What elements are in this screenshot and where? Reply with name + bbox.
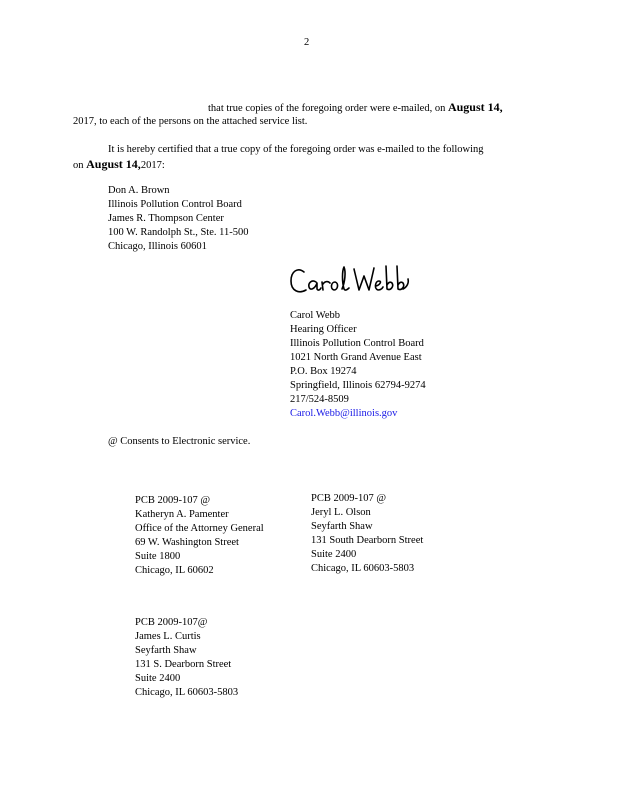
page-number: 2 — [304, 37, 310, 48]
service-entry-line: James L. Curtis — [135, 631, 201, 642]
paragraph-2-line-2 — [73, 157, 165, 173]
paragraph-1-line-1 — [208, 100, 503, 116]
paragraph-2-line-1: It is hereby certified that a true copy of the foregoing order was e-mailed to the following — [108, 144, 484, 155]
paragraph-1-text: that true copies of the foregoing order were e-mailed, on — [208, 103, 446, 114]
paragraph-1-line-2: 2017, to each of the persons on the attached service list. — [73, 116, 308, 127]
paragraph-2-suffix: 2017: — [140, 160, 165, 171]
service-entry-line: PCB 2009-107@ — [135, 617, 208, 628]
service-entry-line: Katheryn A. Pamenter — [135, 509, 229, 520]
signer-email-link[interactable]: Carol.Webb@illinois.gov — [290, 408, 398, 419]
signature-image — [288, 262, 418, 302]
paragraph-2-prefix: on — [73, 160, 84, 171]
service-entry-line: Office of the Attorney General — [135, 523, 264, 534]
signer-line: P.O. Box 19274 — [290, 366, 357, 377]
service-entry-line: Suite 2400 — [135, 673, 181, 684]
service-entry-line: 131 South Dearborn Street — [311, 535, 424, 546]
service-entry-line: Suite 1800 — [135, 551, 181, 562]
consent-note: @ Consents to Electronic service. — [108, 436, 251, 447]
service-entry-line: Chicago, IL 60603-5803 — [135, 687, 239, 698]
paragraph-2-date: August 14, — [86, 157, 141, 171]
service-entry-line: Chicago, IL 60602 — [135, 565, 214, 576]
service-entry-line: Suite 2400 — [311, 549, 357, 560]
addressee-line: Illinois Pollution Control Board — [108, 199, 242, 210]
service-entry-line: Seyfarth Shaw — [311, 521, 373, 532]
addressee-block — [108, 184, 249, 254]
service-entry-line: Seyfarth Shaw — [135, 645, 197, 656]
service-entry — [135, 494, 264, 578]
addressee-line: Chicago, Illinois 60601 — [108, 241, 207, 252]
paragraph-1-date: August 14, — [447, 100, 503, 114]
signer-line: 1021 North Grand Avenue East — [290, 352, 422, 363]
service-entry-line: 69 W. Washington Street — [135, 537, 239, 548]
signer-line: Springfield, Illinois 62794-9274 — [290, 380, 426, 391]
addressee-line: Don A. Brown — [108, 185, 170, 196]
service-entry-line: Jeryl L. Olson — [311, 507, 371, 518]
signer-line: 217/524-8509 — [290, 394, 349, 405]
service-entry-line: PCB 2009-107 @ — [135, 495, 211, 506]
signer-line: Carol Webb — [290, 310, 340, 321]
signer-line: Illinois Pollution Control Board — [290, 338, 424, 349]
service-entry-line: 131 S. Dearborn Street — [135, 659, 232, 670]
service-entry — [135, 616, 238, 700]
service-entry — [311, 492, 423, 576]
addressee-line: James R. Thompson Center — [108, 213, 224, 224]
service-entry-line: Chicago, IL 60603-5803 — [311, 563, 415, 574]
addressee-line: 100 W. Randolph St., Ste. 11-500 — [108, 227, 249, 238]
signer-line: Hearing Officer — [290, 324, 357, 335]
signer-block — [290, 309, 426, 421]
service-entry-line: PCB 2009-107 @ — [311, 493, 387, 504]
